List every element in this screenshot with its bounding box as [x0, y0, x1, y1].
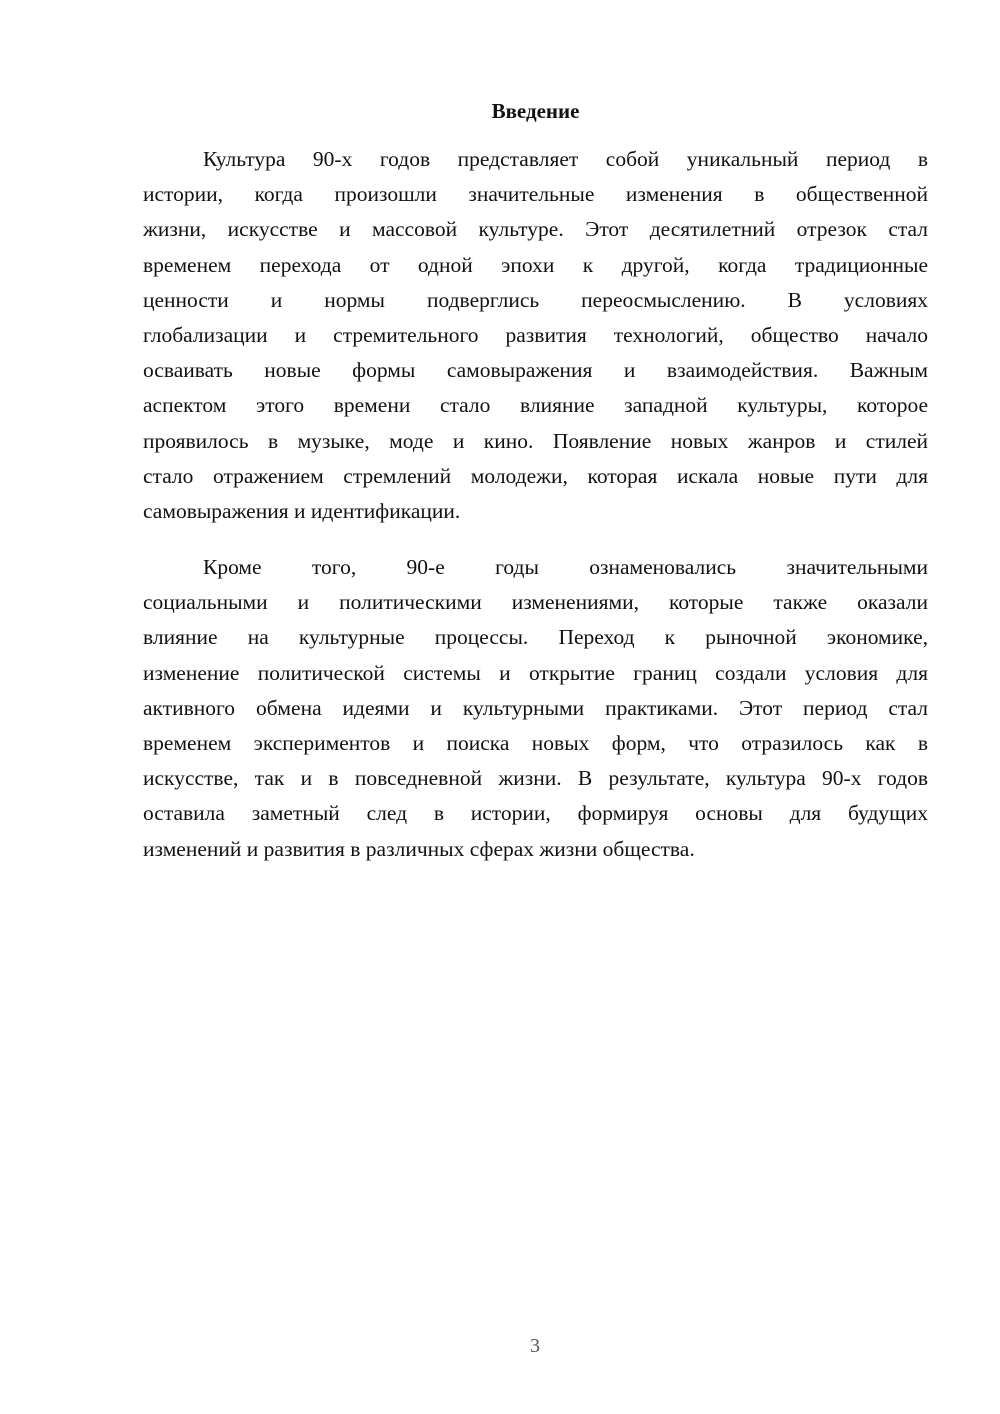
paragraph-line: жизни, искусстве и массовой культуре. Этот десятилетний отрезок стал	[143, 217, 928, 242]
page-title: Введение	[491, 99, 580, 123]
paragraph-line: истории, когда произошли значительные изменения в общественной	[143, 182, 928, 207]
paragraph-line: Кроме того, 90-е годы ознаменовались значительными	[203, 555, 928, 579]
paragraph-line: социальными и политическими изменениями, которые также оказали	[143, 590, 928, 615]
paragraph-line: временем перехода от одной эпохи к другой, когда традиционные	[143, 252, 928, 277]
paragraph-line: изменений и развития в различных сферах жизни общества.	[143, 836, 695, 861]
paragraph-line: оставила заметный след в истории, формируя основы для будущих	[143, 801, 928, 826]
paragraph-line: глобализации и стремительного развития технологий, общество начало	[143, 323, 928, 348]
paragraph-line: аспектом этого времени стало влияние западной культуры, которое	[143, 393, 928, 418]
paragraph-line: искусстве, так и в повседневной жизни. В результате, культура 90-х годов	[143, 766, 928, 791]
page-number: 3	[530, 1335, 540, 1357]
paragraph-line: активного обмена идеями и культурными практиками. Этот период стал	[143, 695, 928, 720]
paragraph-line: временем экспериментов и поиска новых форм, что отразилось как в	[143, 731, 928, 756]
paragraph-line: осваивать новые формы самовыражения и взаимодействия. Важным	[143, 358, 928, 383]
paragraph-1	[143, 142, 928, 529]
paragraph-line: влияние на культурные процессы. Переход к рыночной экономике,	[143, 625, 928, 650]
paragraph-line: Культура 90-х годов представляет собой уникальный период в	[203, 147, 928, 171]
paragraph-line: изменение политической системы и открытие границ создали условия для	[143, 660, 928, 685]
paragraph-line: самовыражения и идентификации.	[143, 499, 461, 524]
paragraph-line: ценности и нормы подверглись переосмыслению. В условиях	[143, 287, 928, 312]
paragraph-2	[143, 550, 928, 867]
paragraph-line: проявилось в музыке, моде и кино. Появление новых жанров и стилей	[143, 428, 928, 453]
paragraph-line: стало отражением стремлений молодежи, которая искала новые пути для	[143, 463, 928, 488]
